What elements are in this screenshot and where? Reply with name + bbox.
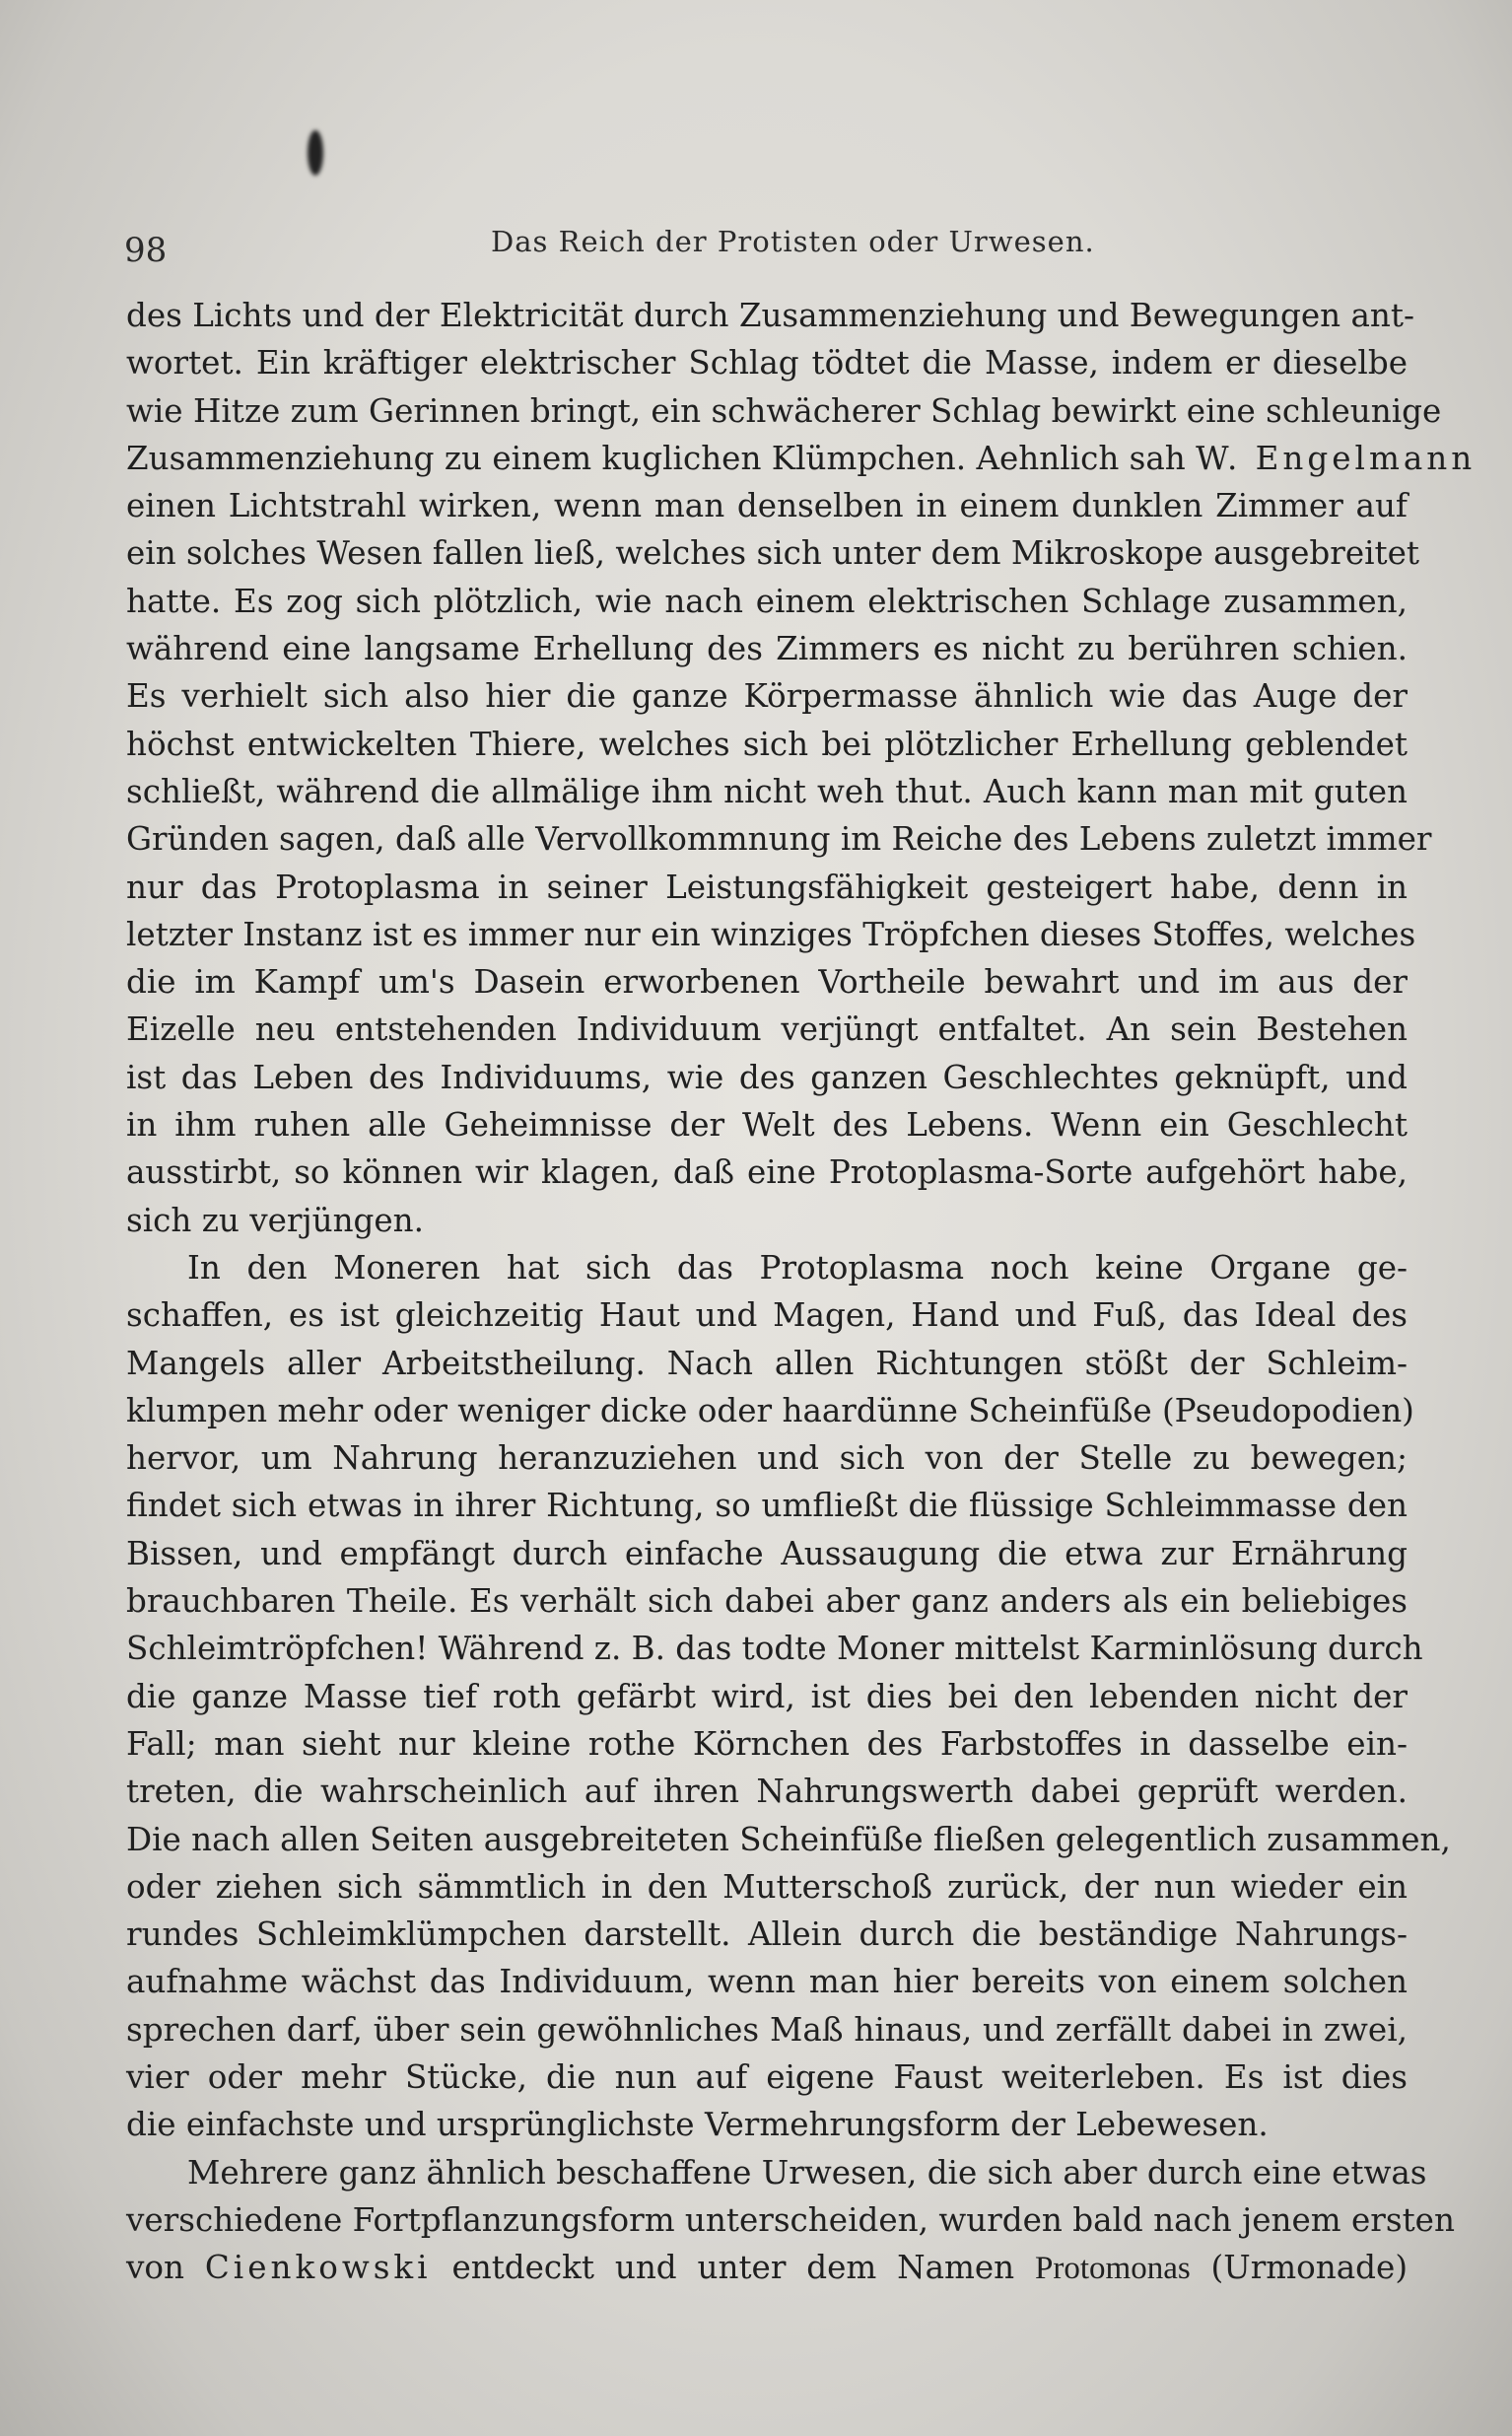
text-line: Bissen, und empfängt durch einfache Aussaugung die etwa zur Ernährung (126, 1534, 1408, 1572)
text-line: verschiedene Fortpflanzungsform unterscheiden, wurden bald nach jenem ersten (126, 2200, 1455, 2239)
text-line: wie Hitze zum Gerinnen bringt, ein schwächerer Schlag bewirkt eine schleunige (126, 391, 1442, 430)
text-line: ausstirbt, so können wir klagen, daß eine Protoplasma-Sorte aufgehört habe, (126, 1153, 1408, 1192)
text-line: findet sich etwas in ihrer Richtung, so umfließt die flüssige Schleimmasse den (126, 1487, 1408, 1525)
text-line: in ihm ruhen alle Geheimnisse der Welt des Lebens. Wenn ein Geschlecht (126, 1106, 1408, 1145)
author-name: Cienkowski (204, 2249, 432, 2287)
text-line: die einfachste und ursprünglichste Vermehrungsform der Lebewesen. (126, 2106, 1269, 2144)
text-line: ein solches Wesen fallen ließ, welches sich unter dem Mikroskope ausgebreitet (126, 534, 1419, 573)
text-line: In den Moneren hat sich das Protoplasma noch keine Organe ge- (187, 1248, 1408, 1287)
text-line: oder ziehen sich sämmtlich in den Mutterschoß zurück, der nun wieder ein (126, 1867, 1408, 1906)
text-line: sich zu verjüngen. (126, 1201, 425, 1239)
taxon-name: Protomonas (1035, 2251, 1191, 2287)
text-segment: (Urmonade) (1210, 2249, 1409, 2287)
text-line: brauchbaren Theile. Es verhält sich dabei aber ganz anders als ein beliebiges (126, 1582, 1408, 1621)
text-segment: von (126, 2249, 185, 2287)
text-line: wortet. Ein kräftiger elektrischer Schlag tödtet die Masse, indem er dieselbe (126, 344, 1408, 383)
page-number: 98 (124, 231, 168, 270)
text-line: rundes Schleimklümpchen darstellt. Allein durch die beständige Nahrungs- (126, 1915, 1408, 1954)
text-line: sprechen darf, über sein gewöhnliches Maß hinaus, und zerfällt dabei in zwei, (126, 2010, 1408, 2049)
text-line: des Lichts und der Elektricität durch Zusammenziehung und Bewegungen ant- (126, 297, 1414, 334)
text-line: klumpen mehr oder weniger dicke oder haardünne Scheinfüße (Pseudopodien) (126, 1391, 1414, 1429)
running-head: Das Reich der Protisten oder Urwesen. (491, 225, 1095, 258)
text-line: ist das Leben des Individuums, wie des ganzen Geschlechtes geknüpft, und (126, 1058, 1408, 1096)
author-name: W. Engelmann (1196, 439, 1477, 477)
text-line: Mangels aller Arbeitstheilung. Nach allen Richtungen stößt der Schleim- (126, 1344, 1408, 1382)
body-text (126, 292, 1477, 2292)
text-line: die ganze Masse tief roth gefärbt wird, ist dies bei den lebenden nicht der (126, 1677, 1408, 1715)
text-line: aufnahme wächst das Individuum, wenn man hier bereits von einem solchen (126, 1963, 1408, 2001)
text-line: vier oder mehr Stücke, die nun auf eigene Faust weiterleben. Es ist dies (126, 2057, 1408, 2096)
text-line: schließt, während die allmälige ihm nicht weh thut. Auch kann man mit guten (126, 772, 1408, 810)
text-line (126, 2244, 1408, 2292)
ink-spot (308, 130, 323, 175)
text-line: während eine langsame Erhellung des Zimmers es nicht zu berühren schien. (126, 630, 1408, 668)
text-line: höchst entwickelten Thiere, welches sich bei plötzlicher Erhellung geblendet (126, 725, 1408, 763)
text-line: einen Lichtstrahl wirken, wenn man denselben in einem dunklen Zimmer auf (126, 487, 1408, 525)
text-line: schaffen, es ist gleichzeitig Haut und Magen, Hand und Fuß, das Ideal des (126, 1296, 1408, 1335)
text-line: nur das Protoplasma in seiner Leistungsfähigkeit gesteigert habe, denn in (126, 868, 1408, 906)
text-segment: entdeckt und unter dem Namen (451, 2249, 1015, 2287)
text-line: hatte. Es zog sich plötzlich, wie nach einem elektrischen Schlage zusammen, (126, 582, 1408, 620)
text-line: Gründen sagen, daß alle Vervollkommnung im Reiche des Lebens zuletzt immer (126, 820, 1432, 859)
text-line (126, 435, 1477, 482)
text-line: Die nach allen Seiten ausgebreiteten Scheinfüße fließen gelegentlich zusammen, (126, 1820, 1451, 1858)
text-segment: Zusammenziehung zu einem kuglichen Klümpchen. Aehnlich sah (126, 439, 1186, 477)
text-line: Schleimtröpfchen! Während z. B. das todte Moner mittelst Karminlösung durch (126, 1630, 1423, 1668)
text-line: Mehrere ganz ähnlich beschaffene Urwesen, die sich aber durch eine etwas (187, 2153, 1427, 2192)
text-line: hervor, um Nahrung heranzuziehen und sich von der Stelle zu bewegen; (126, 1439, 1408, 1478)
text-line: Es verhielt sich also hier die ganze Körpermasse ähnlich wie das Auge der (126, 677, 1408, 716)
text-line: Fall; man sieht nur kleine rothe Körnchen des Farbstoffes in dasselbe ein- (126, 1724, 1408, 1763)
text-line: Eizelle neu entstehenden Individuum verjüngt entfaltet. An sein Bestehen (126, 1010, 1408, 1049)
text-line: treten, die wahrscheinlich auf ihren Nahrungswerth dabei geprüft werden. (126, 1773, 1408, 1811)
text-line: letzter Instanz ist es immer nur ein winziges Tröpfchen dieses Stoffes, welches (126, 915, 1416, 953)
text-line: die im Kampf um's Dasein erworbenen Vortheile bewahrt und im aus der (126, 963, 1408, 1002)
